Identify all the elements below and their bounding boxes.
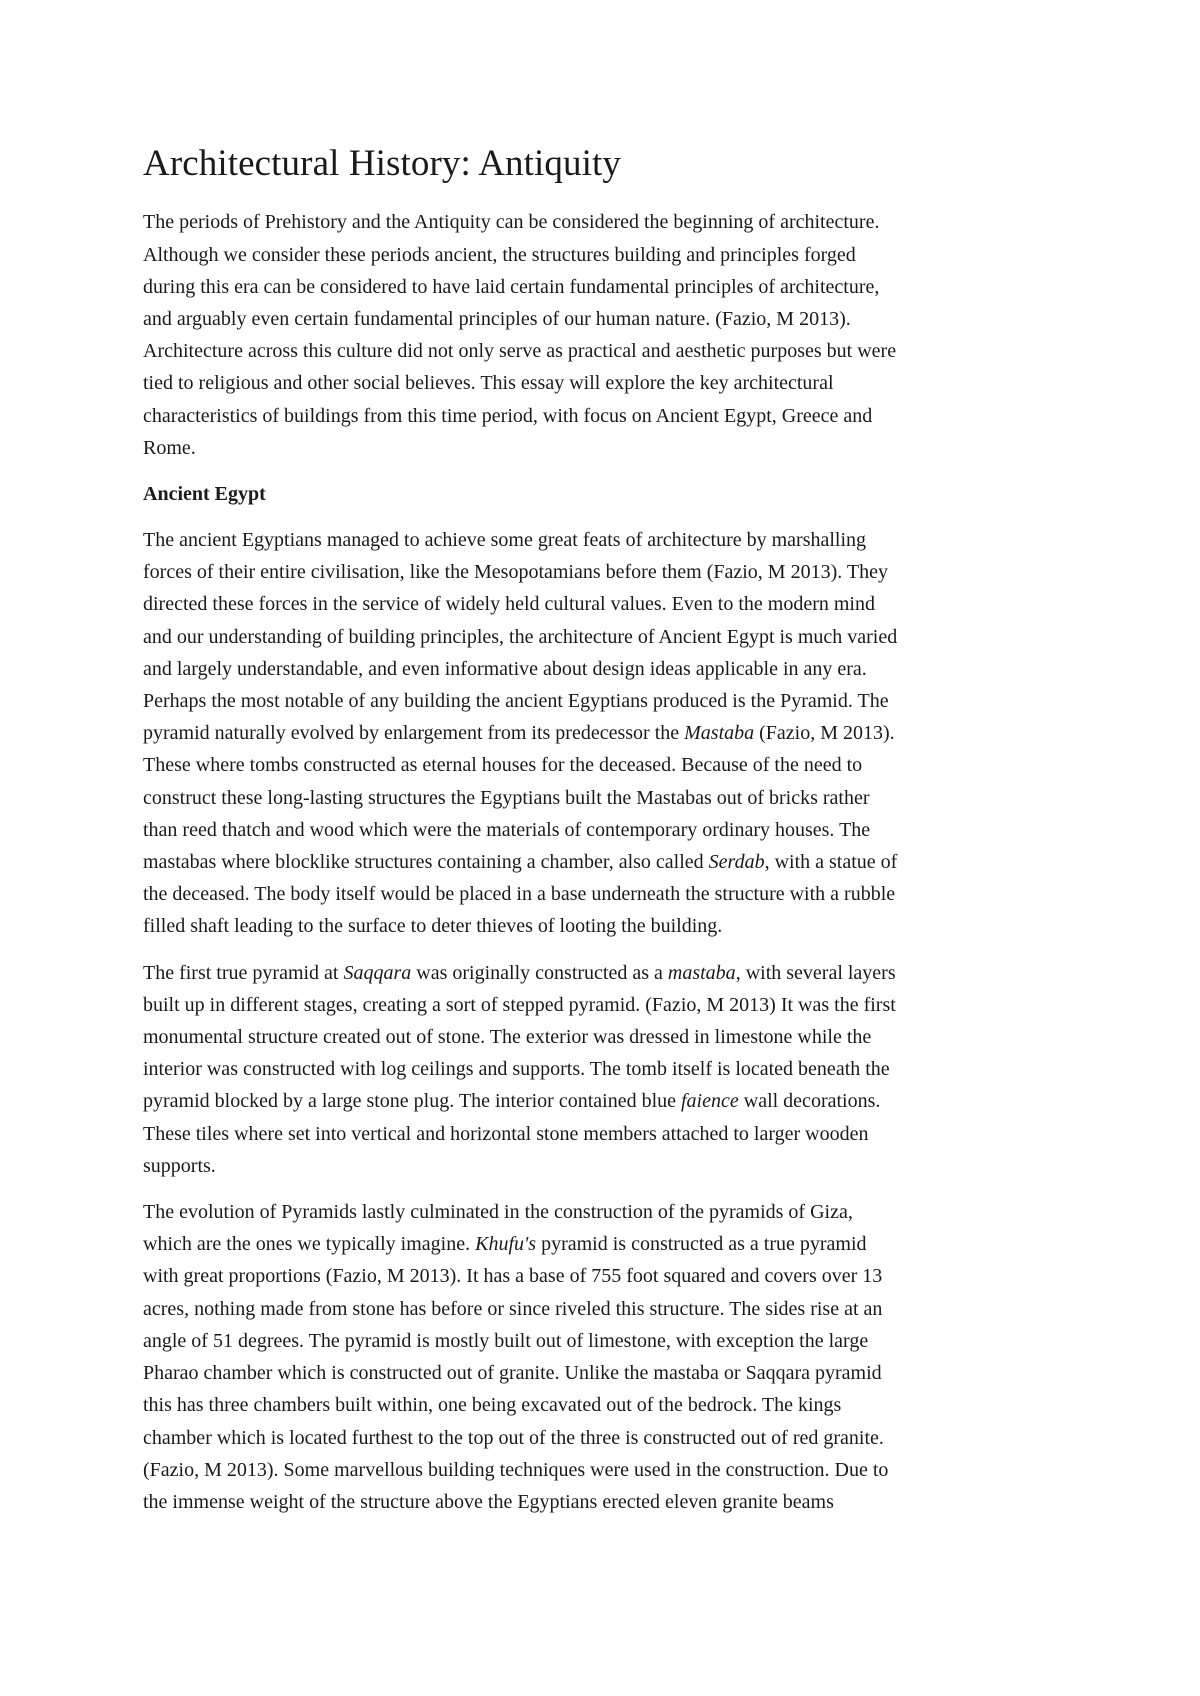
text-run: was originally constructed as a bbox=[411, 961, 668, 984]
text-line: during this era can be considered to have laid certain fundamental principles of architecture, bbox=[143, 275, 880, 298]
text-line: with great proportions (Fazio, M 2013). It has a base of 755 foot squared and covers over 13 bbox=[143, 1265, 883, 1288]
text-line: chamber which is located furthest to the top out of the three is constructed out of red granite. bbox=[143, 1426, 884, 1449]
text-line: the deceased. The body itself would be placed in a base underneath the structure with a rubble bbox=[143, 883, 896, 906]
text-line: These where tombs constructed as eternal houses for the deceased. Because of the need to bbox=[143, 754, 863, 777]
text-line: filled shaft leading to the surface to deter thieves of looting the building. bbox=[143, 915, 723, 938]
italic-term-mastaba: Mastaba bbox=[684, 722, 755, 745]
text-line: The evolution of Pyramids lastly culminated in the construction of the pyramids of Giza, bbox=[143, 1201, 853, 1224]
text-line: forces of their entire civilisation, like the Mesopotamians before them (Fazio, M 2013). They bbox=[143, 561, 888, 584]
document-page bbox=[143, 142, 1073, 1532]
text-line: monumental structure created out of stone. The exterior was dressed in limestone while the bbox=[143, 1026, 872, 1049]
text-run: The first true pyramid at bbox=[143, 961, 344, 984]
text-run: which are the ones we typically imagine. bbox=[143, 1233, 476, 1256]
text-line: angle of 51 degrees. The pyramid is mostly built out of limestone, with exception the large bbox=[143, 1329, 869, 1352]
egypt-paragraph-1 bbox=[143, 524, 1073, 943]
text-line: These tiles where set into vertical and horizontal stone members attached to larger wooden bbox=[143, 1122, 869, 1145]
text-line: acres, nothing made from stone has before or since riveled this structure. The sides rise at an bbox=[143, 1297, 883, 1320]
text-run: (Fazio, M 2013). bbox=[754, 722, 895, 745]
text-line: interior was constructed with log ceilings and supports. The tomb itself is located beneath the bbox=[143, 1058, 890, 1081]
text-line: tied to religious and other social believes. This essay will explore the key architectural bbox=[143, 372, 834, 395]
text-run: pyramid naturally evolved by enlargement from its predecessor the bbox=[143, 722, 685, 745]
text-line: characteristics of buildings from this time period, with focus on Ancient Egypt, Greece and bbox=[143, 404, 873, 427]
egypt-paragraph-2 bbox=[143, 957, 1073, 1182]
text-run: wall decorations. bbox=[738, 1090, 881, 1113]
text-line bbox=[143, 1228, 1073, 1260]
text-run: pyramid blocked by a large stone plug. The interior contained blue bbox=[143, 1090, 681, 1113]
text-run: , with several layers bbox=[735, 961, 896, 984]
section-heading-ancient-egypt: Ancient Egypt bbox=[143, 483, 266, 506]
text-line: directed these forces in the service of widely held cultural values. Even to the modern mind bbox=[143, 593, 875, 616]
italic-term-saqqara: Saqqara bbox=[343, 961, 412, 984]
text-line bbox=[143, 717, 1073, 749]
text-line: and largely understandable, and even informative about design ideas applicable in any era. bbox=[143, 657, 867, 680]
text-line: The ancient Egyptians managed to achieve some great feats of architecture by marshalling bbox=[143, 529, 867, 552]
text-line: The periods of Prehistory and the Antiquity can be considered the beginning of architecture. bbox=[143, 211, 880, 234]
text-line: and arguably even certain fundamental principles of our human nature. (Fazio, M 2013). bbox=[143, 308, 851, 330]
text-line: (Fazio, M 2013). Some marvellous building techniques were used in the construction. Due to bbox=[143, 1458, 889, 1481]
text-line: Pharao chamber which is constructed out of granite. Unlike the mastaba or Saqqara pyramid bbox=[143, 1362, 882, 1385]
text-line: Although we consider these periods ancient, the structures building and principles forged bbox=[143, 243, 856, 266]
intro-paragraph bbox=[143, 206, 1073, 464]
text-line: built up in different stages, creating a sort of stepped pyramid. (Fazio, M 2013) It was the first bbox=[143, 993, 896, 1016]
text-line bbox=[143, 846, 1073, 878]
document-title: Architectural History: Antiquity bbox=[143, 143, 621, 184]
text-line bbox=[143, 1085, 1073, 1117]
italic-term-faience: faience bbox=[681, 1090, 739, 1113]
text-line: this has three chambers built within, one being excavated out of the bedrock. The kings bbox=[143, 1394, 842, 1417]
italic-term-khufus: Khufu's bbox=[475, 1233, 537, 1256]
text-line: Rome. bbox=[143, 436, 196, 459]
italic-term-serdab: Serdab bbox=[708, 851, 765, 874]
text-line: construct these long-lasting structures the Egyptians built the Mastabas out of bricks rather bbox=[143, 786, 870, 809]
text-line: the immense weight of the structure above the Egyptians erected eleven granite beams bbox=[143, 1490, 834, 1513]
text-line: than reed thatch and wood which were the materials of contemporary ordinary houses. The bbox=[143, 818, 871, 841]
text-line: Perhaps the most notable of any building the ancient Egyptians produced is the Pyramid. The bbox=[143, 690, 889, 713]
text-run: mastabas where blocklike structures containing a chamber, also called bbox=[143, 851, 709, 874]
italic-term-mastaba: mastaba bbox=[667, 961, 736, 984]
egypt-paragraph-3 bbox=[143, 1196, 1073, 1518]
text-line: and our understanding of building principles, the architecture of Ancient Egypt is much varied bbox=[143, 625, 898, 648]
text-line: supports. bbox=[143, 1154, 216, 1177]
text-line: Architecture across this culture did not only serve as practical and aesthetic purposes but were bbox=[143, 340, 897, 363]
text-run: , with a statue of bbox=[764, 851, 898, 874]
text-line bbox=[143, 957, 1073, 989]
text-run: pyramid is constructed as a true pyramid bbox=[536, 1233, 867, 1256]
